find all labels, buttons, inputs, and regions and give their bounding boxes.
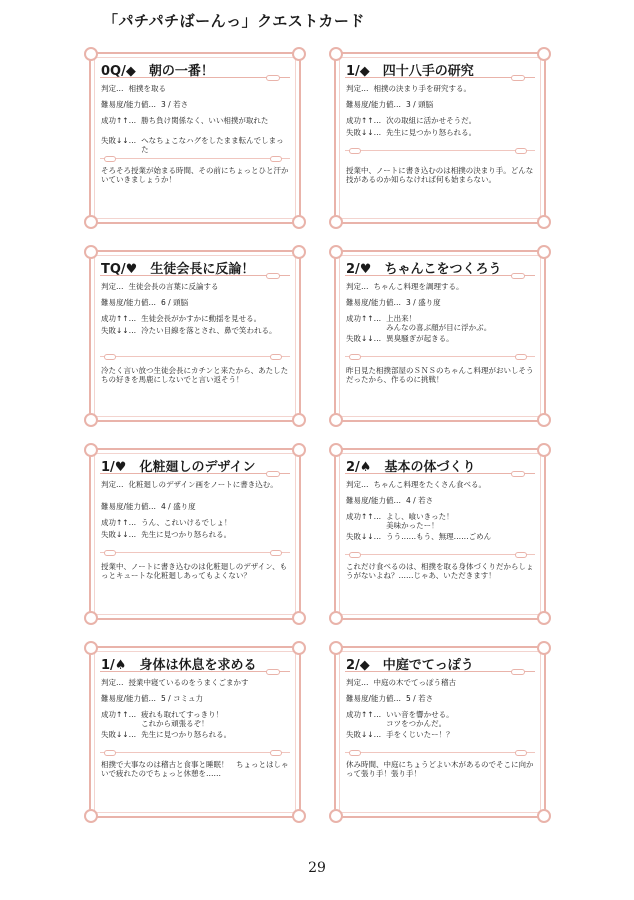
judge-label: 判定…: [346, 84, 369, 93]
corner-ornament: [329, 215, 343, 229]
failure-label: 失敗↓↓…: [346, 334, 382, 343]
success-row: [101, 314, 291, 323]
success-label: 成功↑↑…: [346, 314, 382, 323]
judge-value: 授業中寝ているのをうまくごまかす: [128, 678, 249, 687]
quest-card: [334, 250, 546, 422]
difficulty-row: [101, 502, 291, 511]
corner-ornament: [329, 413, 343, 427]
card-title: 1/◆ 四十八手の研究: [346, 64, 474, 79]
failure-value: へなちょこなハグをしたまま転んでしまった: [141, 136, 284, 154]
corner-ornament: [84, 809, 98, 823]
difficulty-label: 難易度/能力値…: [101, 298, 157, 307]
success-label: 成功↑↑…: [346, 116, 382, 125]
flavor-text: 冷たく言い放つ生徒会長にカチンと来たから、あたしたちの好きを馬鹿にしないでと言い返そう！: [101, 366, 289, 384]
section-divider: [100, 356, 290, 357]
difficulty-row: [346, 100, 536, 109]
difficulty-value: 3 / 盛り度: [406, 298, 441, 307]
title-divider: [100, 275, 290, 276]
corner-ornament: [292, 641, 306, 655]
flavor-text: これだけ食べるのは、相撲を取る身体づくりだからしょうがないよね？……じゃあ、いただきます！: [346, 562, 534, 580]
quest-card: [334, 52, 546, 224]
corner-ornament: [84, 215, 98, 229]
judge-label: 判定…: [346, 678, 369, 687]
section-divider: [345, 356, 535, 357]
flavor-text: 休み時間、中庭にちょうどよい木があるのでそこに向かって張り手！張り手！: [346, 760, 534, 778]
corner-ornament: [537, 47, 551, 61]
quest-card: [89, 52, 301, 224]
judge-label: 判定…: [346, 282, 369, 291]
failure-value: 先生に見つかり怒られる。: [141, 730, 232, 739]
section-divider: [345, 150, 535, 151]
success-value: いい音を響かせる。 コツをつかんだ。: [386, 710, 454, 728]
corner-ornament: [292, 47, 306, 61]
success-value: 次の取組に活かせそうだ。: [386, 116, 477, 125]
corner-ornament: [537, 641, 551, 655]
judge-row: [101, 678, 291, 687]
title-divider: [100, 473, 290, 474]
difficulty-row: [346, 298, 536, 307]
failure-label: 失敗↓↓…: [346, 532, 382, 541]
failure-value: 手をくじいたー！？: [386, 730, 454, 739]
corner-ornament: [84, 611, 98, 625]
success-value: 勝ち負け関係なく、いい相撲が取れた: [141, 116, 269, 125]
card-title: TQ/♥ 生徒会長に反論！: [101, 262, 255, 277]
success-row: [346, 710, 536, 728]
corner-ornament: [329, 611, 343, 625]
success-label: 成功↑↑…: [346, 710, 382, 719]
title-divider: [100, 77, 290, 78]
difficulty-value: 5 / コミュ力: [161, 694, 203, 703]
failure-row: [101, 136, 291, 154]
judge-label: 判定…: [346, 480, 369, 489]
flavor-text: 授業中、ノートに書き込むのは化粧廻しのデザイン、もっとキュートな化粧廻しあってもよくない？: [101, 562, 288, 580]
corner-ornament: [292, 443, 306, 457]
failure-label: 失敗↓↓…: [346, 730, 382, 739]
quest-card: [334, 448, 546, 620]
corner-ornament: [537, 245, 551, 259]
judge-value: 相撲の決まり手を研究する。: [373, 84, 471, 93]
quest-card: [89, 448, 301, 620]
success-row: [346, 116, 536, 125]
judge-value: 化粧廻しのデザイン画をノートに書き込む。: [128, 480, 278, 489]
difficulty-row: [101, 694, 291, 703]
success-row: [101, 116, 291, 125]
quest-card: [334, 646, 546, 818]
failure-row: [101, 326, 291, 335]
difficulty-label: 難易度/能力値…: [346, 496, 402, 505]
section-divider: [100, 752, 290, 753]
card-title: 1/♥ 化粧廻しのデザイン: [101, 460, 256, 475]
difficulty-label: 難易度/能力値…: [346, 694, 402, 703]
card-title: 1/♠ 身体は休息を求める: [101, 658, 257, 673]
success-label: 成功↑↑…: [101, 518, 137, 527]
page-number: 29: [308, 860, 326, 876]
difficulty-row: [101, 298, 291, 307]
judge-label: 判定…: [101, 480, 124, 489]
judge-value: ちゃんこ料理を調理する。: [373, 282, 464, 291]
title-divider: [345, 275, 535, 276]
card-title: 0Q/◆ 朝の一番！: [101, 64, 214, 79]
failure-value: 先生に見つかり怒られる。: [386, 128, 477, 137]
section-divider: [345, 752, 535, 753]
difficulty-label: 難易度/能力値…: [101, 100, 157, 109]
title-divider: [100, 671, 290, 672]
success-label: 成功↑↑…: [101, 710, 137, 719]
difficulty-label: 難易度/能力値…: [101, 502, 157, 511]
flavor-text: 昨日見た相撲部屋のＳＮＳのちゃんこ料理がおいしそうだったから、作るのに挑戦！: [346, 366, 534, 384]
flavor-text: 授業中、ノートに書き込むのは相撲の決まり手。どんな技があるのか知らなければ何も始まらない。: [346, 166, 534, 184]
difficulty-label: 難易度/能力値…: [346, 298, 402, 307]
failure-value: うう……もう、無理……ごめん: [386, 532, 492, 541]
title-divider: [345, 473, 535, 474]
success-row: [101, 710, 291, 728]
judge-row: [101, 84, 291, 93]
failure-label: 失敗↓↓…: [101, 530, 137, 539]
judge-value: 相撲を取る: [128, 84, 166, 93]
failure-label: 失敗↓↓…: [101, 730, 137, 739]
flavor-text: 相撲で大事なのは稽古と食事と睡眠！ ちょっとはしゃいで疲れたのでちょっと休憩を……: [101, 760, 289, 778]
failure-label: 失敗↓↓…: [101, 136, 137, 145]
success-value: 疲れも取れてすっきり！ これから頑張るぞ！: [141, 710, 224, 728]
difficulty-value: 4 / 若さ: [406, 496, 434, 505]
success-label: 成功↑↑…: [346, 512, 382, 521]
failure-row: [101, 530, 291, 539]
failure-row: [346, 532, 536, 541]
success-row: [346, 314, 536, 332]
corner-ornament: [329, 809, 343, 823]
difficulty-row: [346, 496, 536, 505]
page-title: 「パチパチばーんっ」クエストカード: [103, 12, 365, 30]
difficulty-value: 4 / 盛り度: [161, 502, 196, 511]
failure-row: [346, 730, 536, 739]
success-label: 成功↑↑…: [101, 116, 137, 125]
judge-row: [346, 678, 536, 687]
judge-value: 生徒会長の言葉に反論する: [128, 282, 219, 291]
corner-ornament: [84, 413, 98, 427]
title-divider: [345, 77, 535, 78]
failure-row: [346, 334, 536, 343]
section-divider: [100, 552, 290, 553]
failure-value: 冷たい目線を落とされ、鼻で笑われる。: [141, 326, 277, 335]
title-divider: [345, 671, 535, 672]
failure-label: 失敗↓↓…: [346, 128, 382, 137]
judge-row: [346, 282, 536, 291]
judge-row: [101, 480, 291, 489]
section-divider: [345, 554, 535, 555]
judge-label: 判定…: [101, 84, 124, 93]
section-divider: [100, 158, 290, 159]
failure-value: 先生に見つかり怒られる。: [141, 530, 232, 539]
success-label: 成功↑↑…: [101, 314, 137, 323]
judge-value: 中庭の木でてっぽう稽古: [373, 678, 456, 687]
judge-row: [346, 480, 536, 489]
success-value: うん、これいけるでしょ！: [141, 518, 232, 527]
difficulty-label: 難易度/能力値…: [346, 100, 402, 109]
judge-row: [346, 84, 536, 93]
corner-ornament: [537, 443, 551, 457]
card-title: 2/♥ ちゃんこをつくろう: [346, 262, 502, 277]
success-value: 生徒会長がかすかに動揺を見せる。: [141, 314, 262, 323]
flavor-text: そろそろ授業が始まる時間、その前にちょっとひと汗かいていきましょうか！: [101, 166, 289, 184]
difficulty-value: 3 / 若さ: [161, 100, 189, 109]
success-value: 上出来！ みんなの喜ぶ顔が目に浮かぶ。: [386, 314, 492, 332]
card-title: 2/♠ 基本の体づくり: [346, 460, 476, 475]
failure-row: [101, 730, 291, 739]
failure-value: 異臭騒ぎが起きる。: [386, 334, 454, 343]
judge-label: 判定…: [101, 678, 124, 687]
success-value: よし、喰いきった！ 美味かったー！: [386, 512, 454, 530]
failure-row: [346, 128, 536, 137]
difficulty-value: 3 / 頭脳: [406, 100, 434, 109]
difficulty-value: 6 / 頭脳: [161, 298, 189, 307]
difficulty-row: [346, 694, 536, 703]
success-row: [346, 512, 536, 530]
judge-value: ちゃんこ料理をたくさん食べる。: [373, 480, 486, 489]
difficulty-row: [101, 100, 291, 109]
card-title: 2/◆ 中庭でてっぽう: [346, 658, 474, 673]
failure-label: 失敗↓↓…: [101, 326, 137, 335]
judge-label: 判定…: [101, 282, 124, 291]
difficulty-label: 難易度/能力値…: [101, 694, 157, 703]
quest-card: [89, 646, 301, 818]
quest-card: [89, 250, 301, 422]
difficulty-value: 5 / 若さ: [406, 694, 434, 703]
judge-row: [101, 282, 291, 291]
corner-ornament: [292, 245, 306, 259]
success-row: [101, 518, 291, 527]
